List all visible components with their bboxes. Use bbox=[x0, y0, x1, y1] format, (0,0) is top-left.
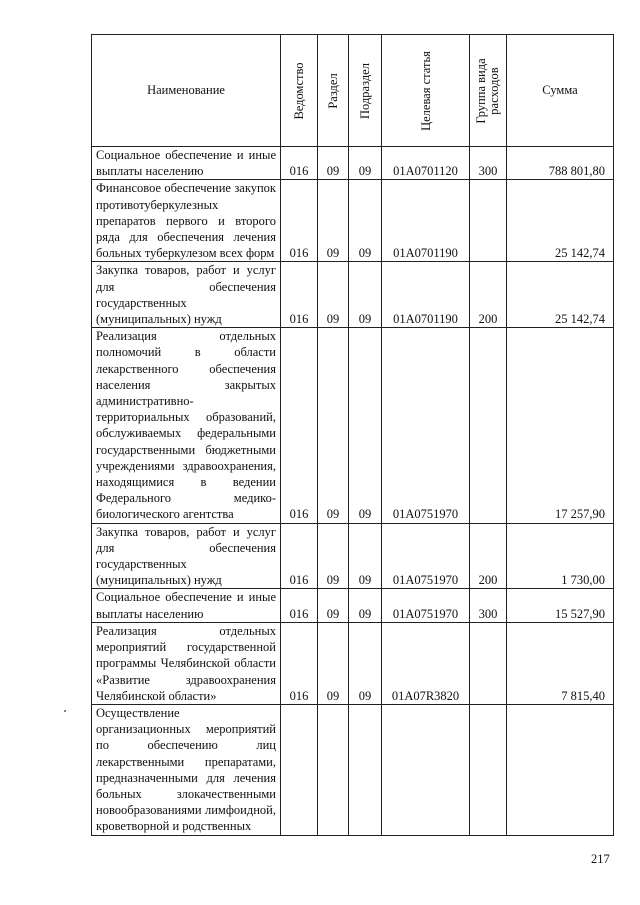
row-podrazdel bbox=[349, 704, 382, 835]
row-vedomstvo: 016 bbox=[281, 622, 318, 704]
header-razdel: Раздел bbox=[318, 35, 349, 147]
row-summa: 7 815,40 bbox=[507, 622, 614, 704]
row-vedomstvo bbox=[281, 704, 318, 835]
row-gruppa bbox=[470, 328, 507, 523]
row-razdel: 09 bbox=[318, 180, 349, 262]
row-celevaya: 01А0701190 bbox=[382, 262, 470, 328]
row-podrazdel: 09 bbox=[349, 523, 382, 589]
row-vedomstvo: 016 bbox=[281, 328, 318, 523]
row-name: Реализация отдельных полномочий в области лекарственного обеспечения населения закрытых административно-территориальных образований, обслуживаемых федеральными государственными бюджетными учреждениями здравоохранения, находящимися в ведении Федерального медико-биологического агентства bbox=[92, 328, 281, 523]
row-summa: 15 527,90 bbox=[507, 589, 614, 622]
row-summa: 25 142,74 bbox=[507, 262, 614, 328]
row-podrazdel: 09 bbox=[349, 262, 382, 328]
table-row bbox=[92, 147, 614, 180]
row-celevaya: 01А0701190 bbox=[382, 180, 470, 262]
row-podrazdel: 09 bbox=[349, 589, 382, 622]
row-summa: 788 801,80 bbox=[507, 147, 614, 180]
header-celevaya-statya: Целевая статья bbox=[382, 35, 470, 147]
row-razdel: 09 bbox=[318, 262, 349, 328]
scan-speck bbox=[64, 710, 66, 712]
header-name: Наименование bbox=[92, 35, 281, 147]
table-row bbox=[92, 589, 614, 622]
row-celevaya: 01А07R3820 bbox=[382, 622, 470, 704]
row-name: Финансовое обеспечение закупок противотуберкулезных препаратов первого и второго ряда для обеспечения лечения больных туберкулезом всех форм bbox=[92, 180, 281, 262]
row-podrazdel: 09 bbox=[349, 328, 382, 523]
row-name: Закупка товаров, работ и услуг для обеспечения государственных (муниципальных) нужд bbox=[92, 262, 281, 328]
row-razdel bbox=[318, 704, 349, 835]
row-gruppa bbox=[470, 180, 507, 262]
row-razdel: 09 bbox=[318, 589, 349, 622]
row-podrazdel: 09 bbox=[349, 622, 382, 704]
header-vedomstvo: Ведомство bbox=[281, 35, 318, 147]
row-summa: 25 142,74 bbox=[507, 180, 614, 262]
header-gruppa-vida-raskhodov: Группа вида расходов bbox=[470, 35, 507, 147]
row-vedomstvo: 016 bbox=[281, 523, 318, 589]
row-celevaya: 01А0751970 bbox=[382, 589, 470, 622]
table-row bbox=[92, 262, 614, 328]
table-row bbox=[92, 328, 614, 523]
row-celevaya bbox=[382, 704, 470, 835]
row-summa bbox=[507, 704, 614, 835]
row-name: Социальное обеспечение и иные выплаты населению bbox=[92, 147, 281, 180]
row-gruppa: 300 bbox=[470, 147, 507, 180]
page-number: 217 bbox=[591, 852, 610, 866]
row-gruppa: 300 bbox=[470, 589, 507, 622]
header-summa: Сумма bbox=[507, 35, 614, 147]
row-gruppa bbox=[470, 704, 507, 835]
row-name: Социальное обеспечение и иные выплаты населению bbox=[92, 589, 281, 622]
row-podrazdel: 09 bbox=[349, 180, 382, 262]
row-vedomstvo: 016 bbox=[281, 180, 318, 262]
row-vedomstvo: 016 bbox=[281, 589, 318, 622]
row-celevaya: 01А0751970 bbox=[382, 328, 470, 523]
row-podrazdel: 09 bbox=[349, 147, 382, 180]
table-row bbox=[92, 180, 614, 262]
row-razdel: 09 bbox=[318, 523, 349, 589]
row-name: Осуществление организационных мероприятий по обеспечению лиц лекарственными препаратами, предназначенными для лечения больных злокачественными новообразованиями лимфоидной, кроветворной и родственных bbox=[92, 704, 281, 835]
row-summa: 1 730,00 bbox=[507, 523, 614, 589]
header-podrazdel: Подраздел bbox=[349, 35, 382, 147]
table-row bbox=[92, 523, 614, 589]
row-razdel: 09 bbox=[318, 328, 349, 523]
table-header-row bbox=[92, 35, 614, 147]
row-gruppa bbox=[470, 622, 507, 704]
row-razdel: 09 bbox=[318, 147, 349, 180]
row-name: Реализация отдельных мероприятий государственной программы Челябинской области «Развитие здравоохранения Челябинской области» bbox=[92, 622, 281, 704]
table-row bbox=[92, 622, 614, 704]
row-celevaya: 01А0701120 bbox=[382, 147, 470, 180]
row-vedomstvo: 016 bbox=[281, 262, 318, 328]
row-gruppa: 200 bbox=[470, 262, 507, 328]
row-gruppa: 200 bbox=[470, 523, 507, 589]
row-razdel: 09 bbox=[318, 622, 349, 704]
row-celevaya: 01А0751970 bbox=[382, 523, 470, 589]
budget-table bbox=[91, 34, 614, 836]
table-row bbox=[92, 704, 614, 835]
row-name: Закупка товаров, работ и услуг для обеспечения государственных (муниципальных) нужд bbox=[92, 523, 281, 589]
row-vedomstvo: 016 bbox=[281, 147, 318, 180]
row-summa: 17 257,90 bbox=[507, 328, 614, 523]
